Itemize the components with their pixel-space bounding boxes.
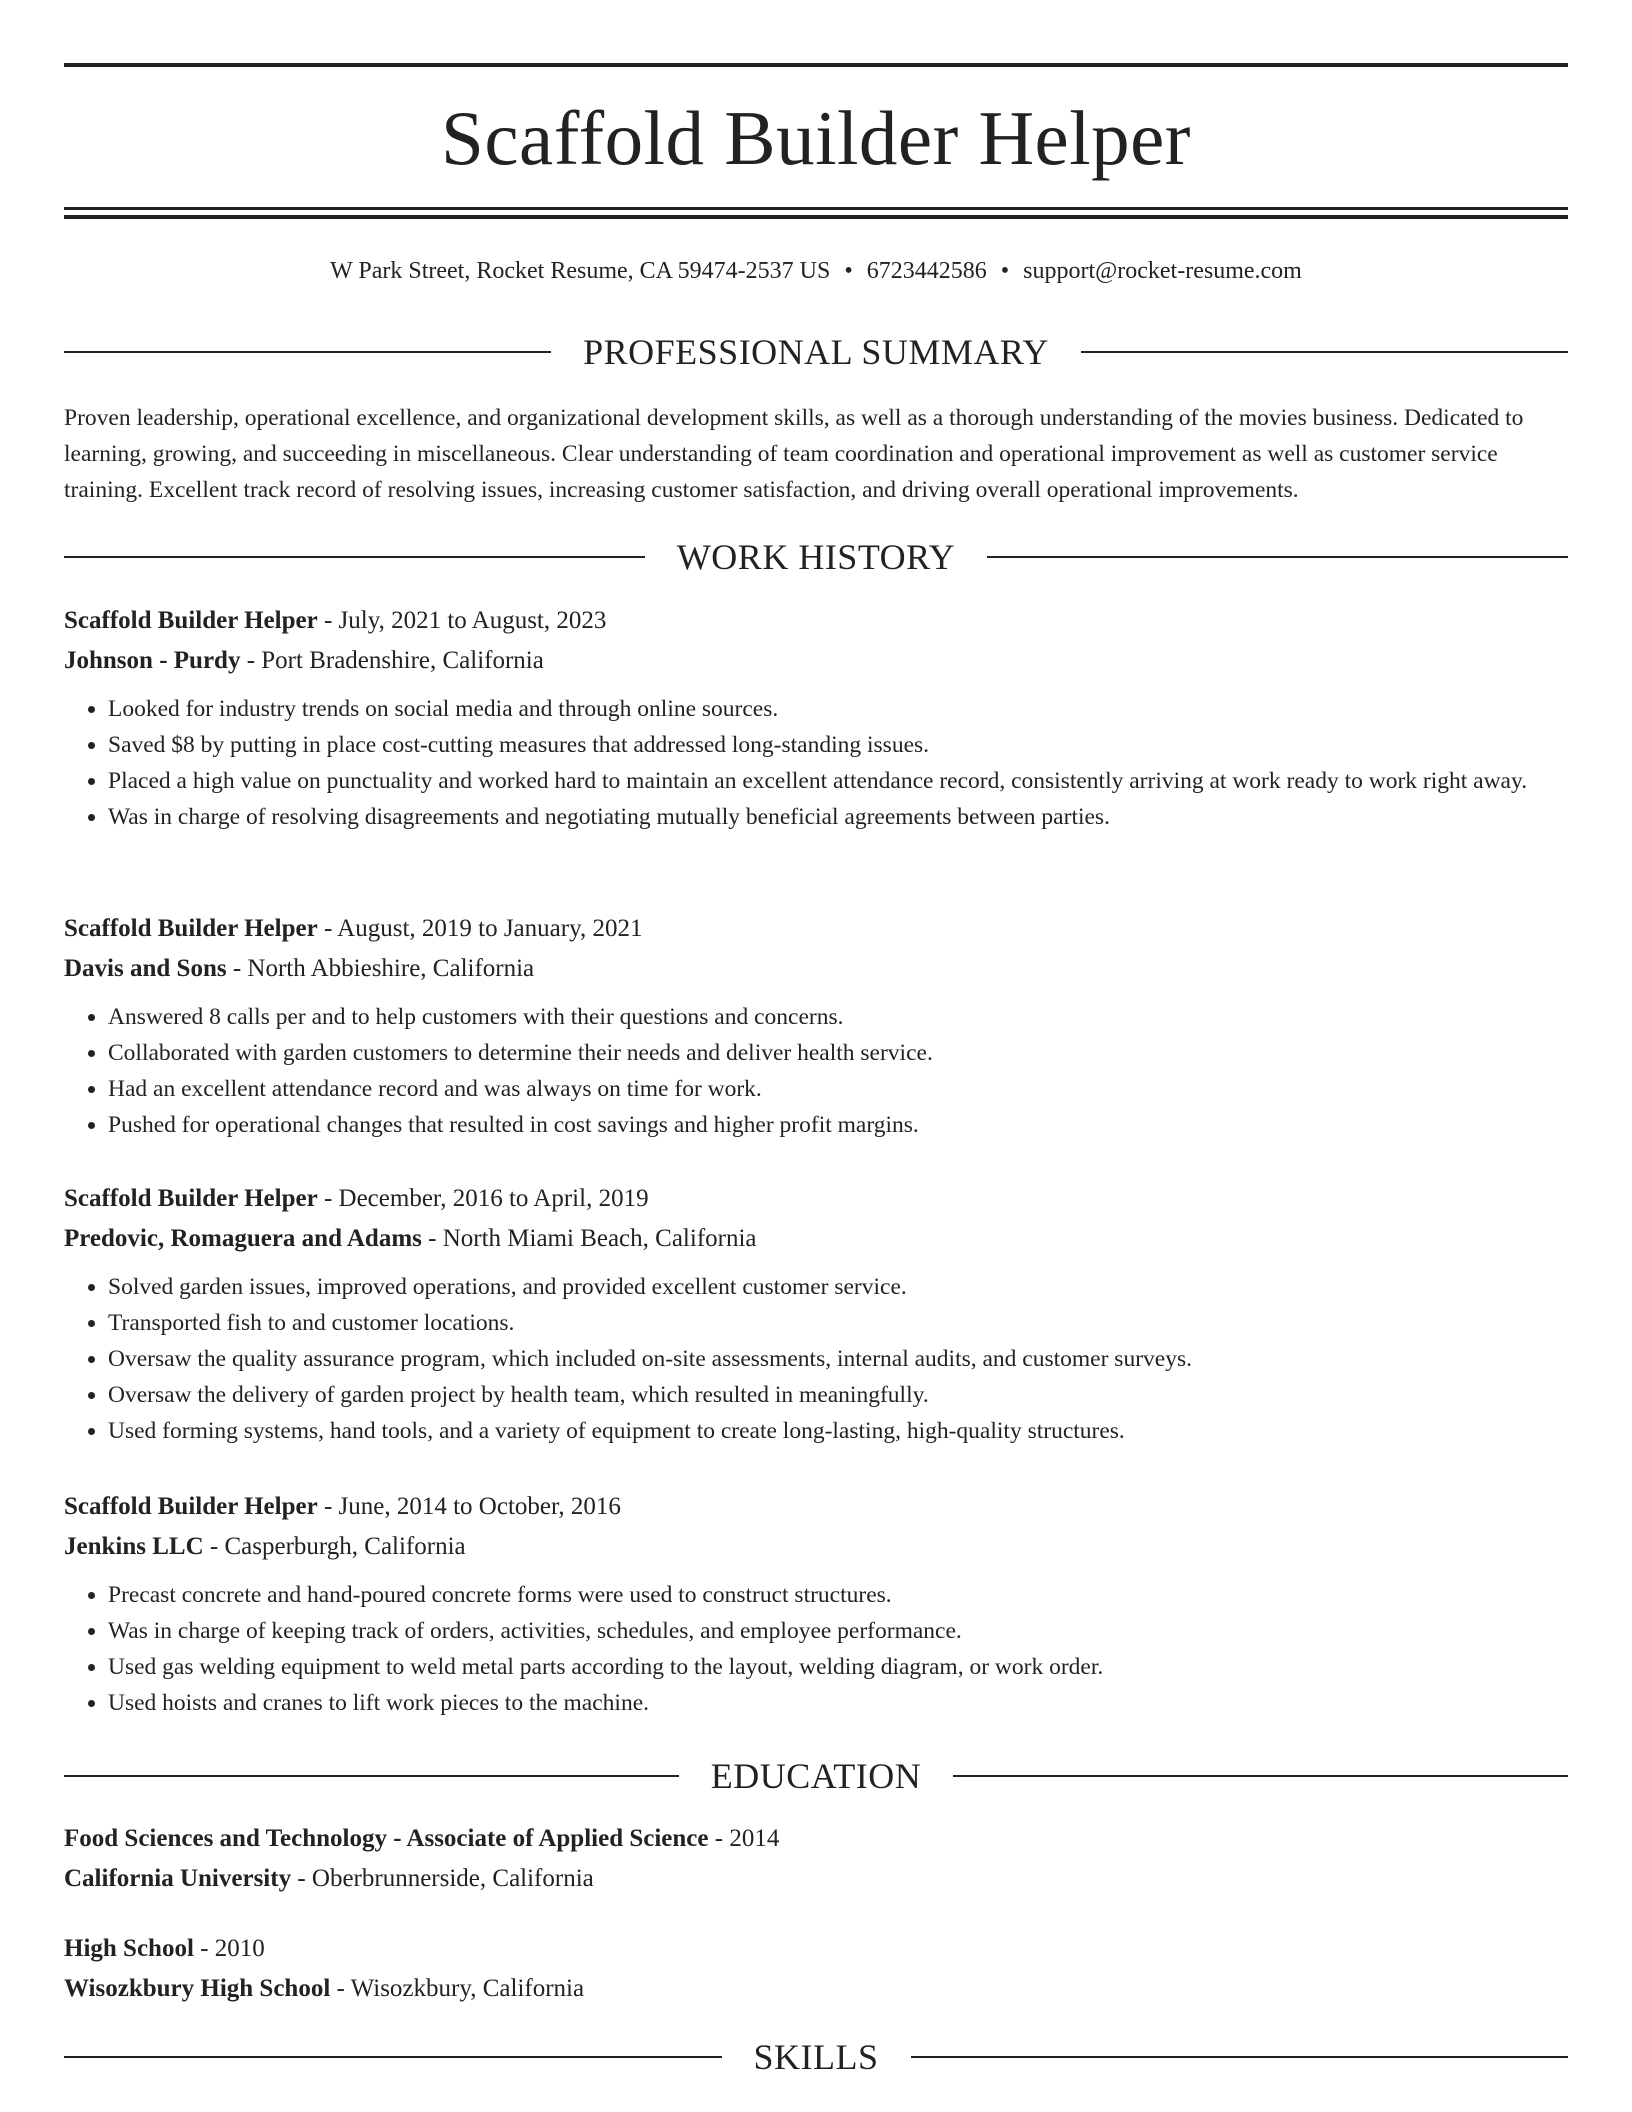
- header-top-rule: [64, 63, 1568, 67]
- contact-address: W Park Street, Rocket Resume, CA 59474-2537 US: [330, 258, 831, 284]
- dash: -: [226, 955, 248, 982]
- job-company: Johnson - Purdy: [64, 647, 241, 674]
- education-year: 2014: [729, 1825, 780, 1852]
- job-bullet: • Precast concrete and hand-poured concrete forms were used to construct structures.: [108, 1577, 1568, 1613]
- job-bullet: • Answered 8 calls per and to help customers with their questions and concerns.: [108, 999, 1568, 1035]
- job-bullet: • Collaborated with garden customers to determine their needs and deliver health service.: [108, 1035, 1568, 1071]
- skills-heading-title: SKILLS: [753, 2037, 879, 2077]
- job-company-line: [64, 641, 1568, 681]
- job-bullets: [64, 999, 1568, 1143]
- dash: -: [330, 1975, 351, 2002]
- job-location: North Abbieshire, California: [247, 955, 535, 982]
- job-bullet: • Solved garden issues, improved operations, and provided excellent customer service.: [108, 1269, 1568, 1305]
- contact-email: support@rocket-resume.com: [1023, 258, 1302, 284]
- heading-rule-left: [64, 556, 645, 558]
- job-dates: December, 2016 to April, 2019: [338, 1185, 649, 1212]
- job-entry-1: [64, 601, 1568, 835]
- work-history-heading-title: WORK HISTORY: [676, 537, 956, 577]
- summary-heading: [64, 330, 1568, 374]
- heading-rule-right: [1081, 351, 1568, 353]
- resume-name: Scaffold Builder Helper: [441, 95, 1191, 181]
- dash: -: [317, 915, 338, 942]
- job-company-line: [64, 1527, 1568, 1567]
- skills-heading: [64, 2035, 1568, 2079]
- job-company: Predovic, Romaguera and Adams: [64, 1225, 422, 1252]
- contact-phone: 6723442586: [866, 258, 987, 284]
- contact-separator: •: [844, 258, 853, 284]
- summary-heading-title: PROFESSIONAL SUMMARY: [583, 332, 1049, 372]
- education-degree: High School: [64, 1935, 194, 1962]
- heading-rule-right: [911, 2056, 1569, 2058]
- education-year: 2010: [214, 1935, 265, 1962]
- education-school-line: [64, 1859, 1568, 1899]
- job-bullet: • Oversaw the delivery of garden project by health team, which resulted in meaningfully.: [108, 1377, 1568, 1413]
- job-entry-4: [64, 1487, 1568, 1721]
- education-heading-title: EDUCATION: [710, 1756, 922, 1796]
- job-location: Casperburgh, California: [224, 1533, 466, 1560]
- job-title-line: [64, 1487, 1568, 1527]
- job-location: North Miami Beach, California: [442, 1225, 757, 1252]
- job-bullet: • Used forming systems, hand tools, and a variety of equipment to create long-lasting, high-quality structures.: [108, 1413, 1568, 1449]
- dash: -: [421, 1225, 443, 1252]
- education-entry-2: [64, 1929, 1568, 2009]
- dash: -: [203, 1533, 225, 1560]
- job-location: Port Bradenshire, California: [261, 647, 544, 674]
- dash: -: [193, 1935, 215, 1962]
- job-title-line: [64, 1179, 1568, 1219]
- job-bullet: • Was in charge of keeping track of orders, activities, schedules, and employee performance.: [108, 1613, 1568, 1649]
- education-location: Wisozkbury, California: [350, 1975, 585, 2002]
- job-dates: August, 2019 to January, 2021: [337, 915, 643, 942]
- job-bullet: • Pushed for operational changes that resulted in cost savings and higher profit margins.: [108, 1107, 1568, 1143]
- header-bottom-rule: [64, 207, 1568, 210]
- header-bottom-rule-second: [64, 215, 1568, 219]
- dash: -: [317, 1493, 339, 1520]
- job-company: Jenkins LLC: [64, 1533, 204, 1560]
- contact-line: [64, 254, 1568, 288]
- job-bullets: [64, 691, 1568, 835]
- job-dates: July, 2021 to August, 2023: [338, 607, 607, 634]
- job-title: Scaffold Builder Helper: [64, 1493, 318, 1520]
- dash: -: [317, 1185, 339, 1212]
- education-degree-line: [64, 1819, 1568, 1859]
- education-location: Oberbrunnerside, California: [311, 1865, 594, 1892]
- work-history-heading: [64, 535, 1568, 579]
- job-bullet: • Had an excellent attendance record and was always on time for work.: [108, 1071, 1568, 1107]
- job-company-line: [64, 1219, 1568, 1259]
- heading-rule-left: [64, 2056, 722, 2058]
- education-school-line: [64, 1969, 1568, 2009]
- job-dates: June, 2014 to October, 2016: [338, 1493, 621, 1520]
- job-bullets: [64, 1577, 1568, 1721]
- education-heading: [64, 1754, 1568, 1798]
- dash: -: [240, 647, 262, 674]
- education-school: California University: [64, 1865, 292, 1892]
- job-bullet: • Oversaw the quality assurance program, which included on-site assessments, internal audits, and customer surveys.: [108, 1341, 1568, 1377]
- heading-rule-right: [987, 556, 1568, 558]
- heading-rule-left: [64, 351, 551, 353]
- heading-rule-left: [64, 1775, 679, 1777]
- dash: -: [317, 607, 339, 634]
- job-bullet: • Used hoists and cranes to lift work pieces to the machine.: [108, 1685, 1568, 1721]
- job-entry-3: [64, 1179, 1568, 1449]
- dash: -: [291, 1865, 312, 1892]
- job-bullet: • Placed a high value on punctuality and worked hard to maintain an excellent attendance record, consistently arriving at work ready to work right away.: [108, 763, 1568, 799]
- job-bullet: • Saved $8 by putting in place cost-cutting measures that addressed long-standing issues.: [108, 727, 1568, 763]
- education-entry-1: [64, 1819, 1568, 1899]
- contact-separator: •: [1000, 258, 1010, 284]
- job-title: Scaffold Builder Helper: [64, 915, 318, 942]
- job-company-line: [64, 949, 1568, 989]
- job-company: Davis and Sons: [64, 955, 227, 982]
- job-title: Scaffold Builder Helper: [64, 1185, 318, 1212]
- summary-text: Proven leadership, operational excellence, and organizational development skills, as well as a thorough understanding of the movies business. Dedicated to learning, growing, and succeeding in miscellaneous. Clear understanding of team coordination and operational improvement as well as customer service training. Excellent track record of resolving issues, increasing customer satisfaction, and driving overall operational improvements.: [64, 405, 1524, 503]
- job-title-line: [64, 601, 1568, 641]
- job-entry-2: [64, 909, 1568, 1143]
- dash: -: [708, 1825, 730, 1852]
- job-bullet: • Looked for industry trends on social media and through online sources.: [108, 691, 1568, 727]
- job-title: Scaffold Builder Helper: [64, 607, 318, 634]
- education-degree-line: [64, 1929, 1568, 1969]
- heading-rule-right: [953, 1775, 1568, 1777]
- job-bullet: • Was in charge of resolving disagreements and negotiating mutually beneficial agreements between parties.: [108, 799, 1568, 835]
- job-bullets: [64, 1269, 1568, 1449]
- job-bullet: • Used gas welding equipment to weld metal parts according to the layout, welding diagram, or work order.: [108, 1649, 1568, 1685]
- job-title-line: [64, 909, 1568, 949]
- education-school: Wisozkbury High School: [64, 1975, 331, 2002]
- job-bullet: • Transported fish to and customer locations.: [108, 1305, 1568, 1341]
- education-degree: Food Sciences and Technology - Associate of Applied Science: [64, 1825, 709, 1852]
